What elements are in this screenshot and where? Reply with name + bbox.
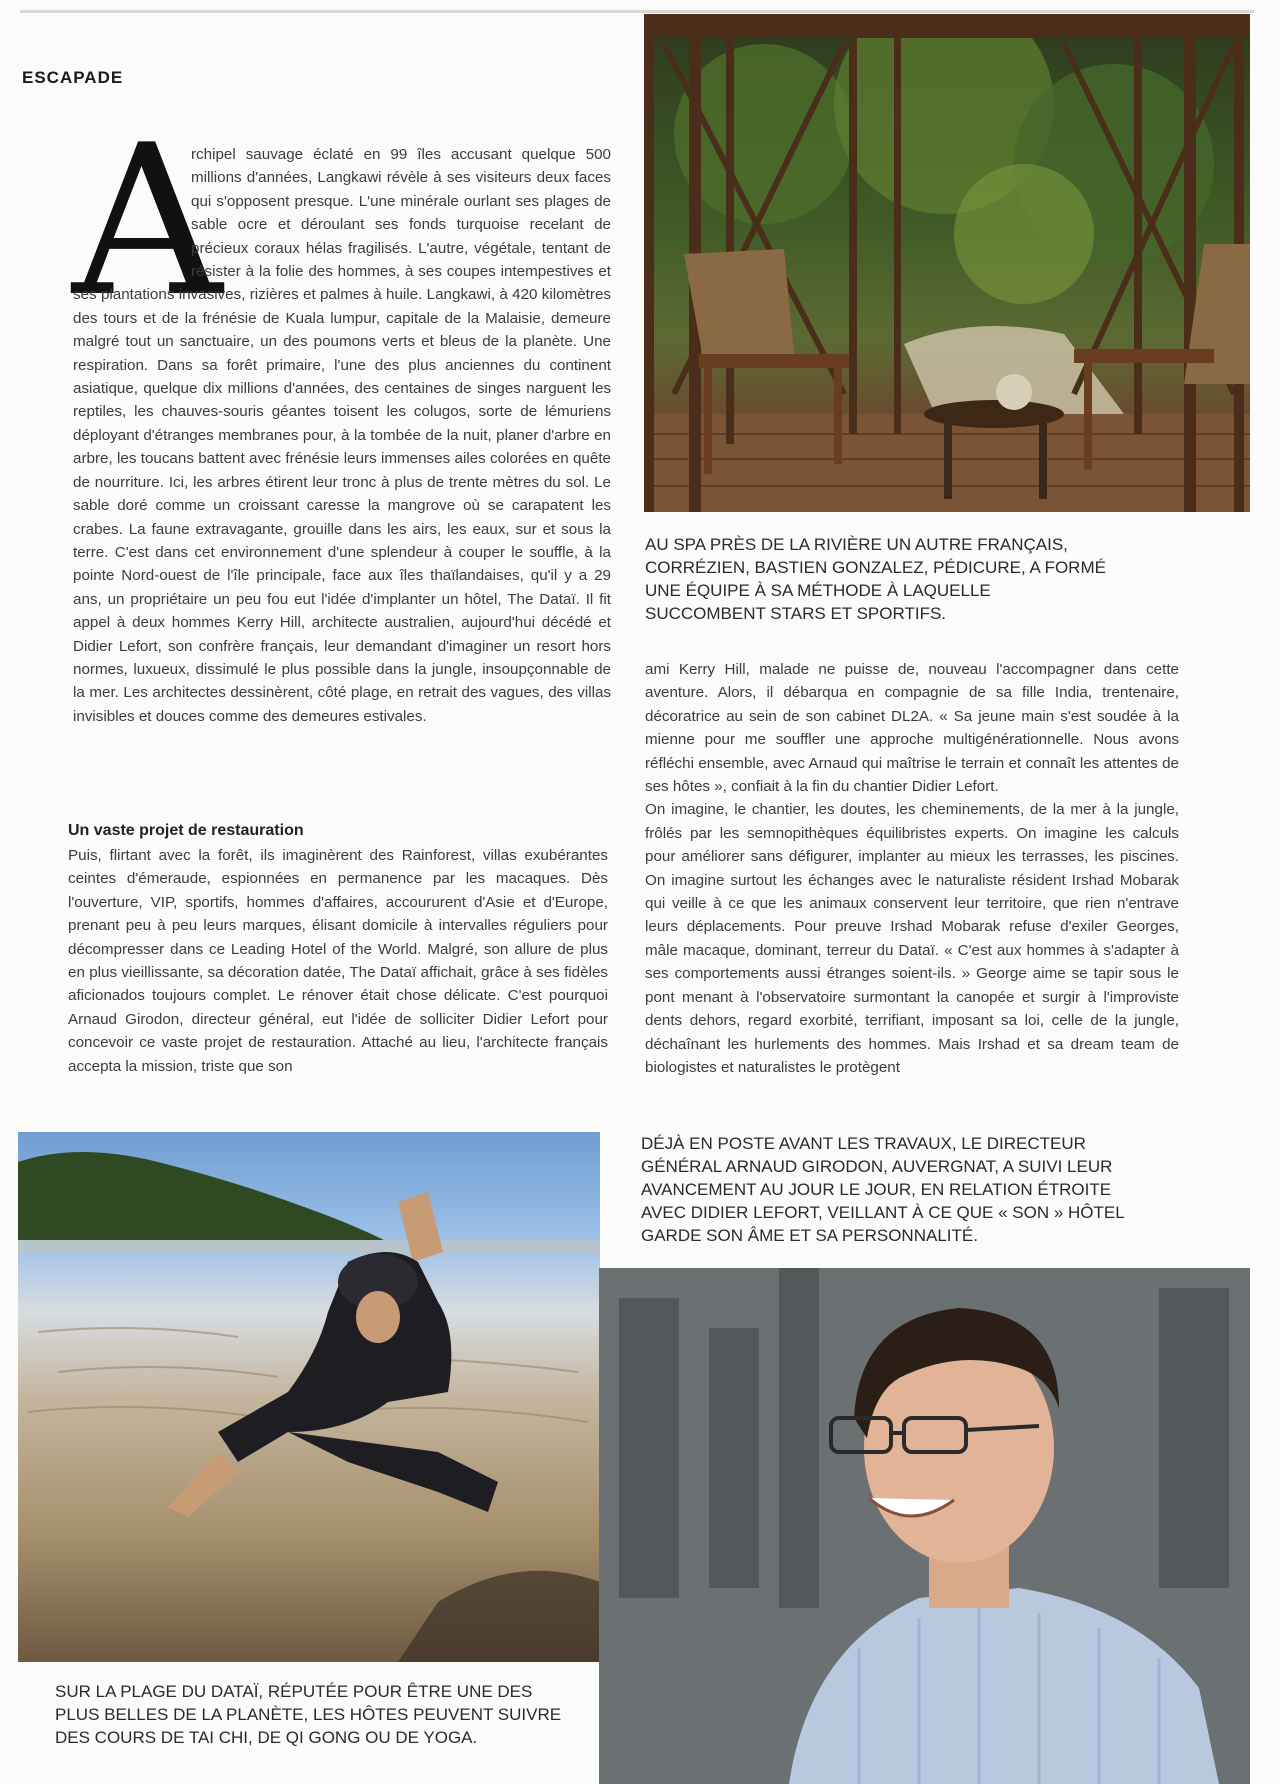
portrait-illustration	[599, 1268, 1250, 1784]
spa-caption: AU SPA PRÈS DE LA RIVIÈRE UN AUTRE FRANÇAIS, CORRÉZIEN, BASTIEN GONZALEZ, PÉDICURE, A FORMÉ UNE ÉQUIPE À SA MÉTHODE À LAQUELLE SUCCOMBENT STARS ET SPORTIFS.	[645, 535, 1106, 623]
director-portrait-photo	[599, 1268, 1250, 1784]
article-column-left-bottom	[68, 820, 608, 1078]
article-column-right	[645, 658, 1179, 1079]
top-rule	[20, 10, 1254, 13]
article-paragraph-intro: rchipel sauvage éclaté en 99 îles accusant quelque 500 millions d'années, Langkawi révèle à ses visiteurs deux faces qui s'opposent presque. L'une minérale ourlant ses plages de sable ocre et déroulant ses fonds turquoise recelant de précieux coraux hélas fragilisés. L'autre, végétale, tentant de résister à la folie des hommes, à ses coupes intempestives et ses plantations invasives, rizières et palmes à huile. Langkawi, à 420 kilomètres des tours et de la frénésie de Kuala lumpur, capitale de la Malaisie, demeure malgré tout un sanctuaire, un des poumons verts et bleus de la planète. Une respiration. Dans sa forêt primaire, l'une des plus anciennes du continent asiatique, quelque dix millions d'années, des centaines de singes narguent les reptiles, les chauves-souris géantes toisent les colugos, sorte de lémuriens déployant d'étranges membranes pour, à la tombée de la nuit, planer d'arbre en arbre, les toucans battent avec frénésie leurs immenses ailes colorées en quête de nourriture. Ici, les arbres étirent leur tronc à plus de trente mètres du sol. Le sable doré comme un croissant caresse la mangrove où se carapatent les crabes. La faune extravagante, grouille dans les airs, les eaux, sur et sous la terre. C'est dans cet environnement d'une splendeur à couper le souffle, à la pointe Nord-ouest de l'île principale, face aux îles thaïlandaises, qu'il y a 29 ans, un propriétaire un peu fou eut l'idée d'implanter un hôtel, The Dataï. Il fit appel à deux hommes Kerry Hill, architecte australien, aujourd'hui décédé et Didier Lefort, son confrère français, leur demandant d'imaginer un resort hors normes, luxueux, dissimulé le plus possible dans la jungle, insoupçonnable de la mer. Les architectes dessinèrent, côté plage, en retrait des vagues, des villas invisibles et douces comme des demeures estivales.	[73, 146, 611, 725]
drop-cap: A	[72, 101, 223, 343]
beach-illustration	[18, 1132, 600, 1662]
article-subhead: Un vaste projet de restauration	[68, 822, 304, 839]
beach-tai-chi-photo	[18, 1132, 600, 1662]
spa-pavilion-illustration	[644, 14, 1250, 512]
beach-caption: SUR LA PLAGE DU DATAÏ, RÉPUTÉE POUR ÊTRE UNE DES PLUS BELLES DE LA PLANÈTE, LES HÔTES PEUVENT SUIVRE DES COURS DE TAI CHI, DE QI GONG OU DE YOGA.	[55, 1682, 562, 1747]
article-paragraph-kerry-hill: ami Kerry Hill, malade ne puisse de, nouveau l'accompagner dans cette aventure. Alors, il débarqua en compagnie de sa fille India, trentenaire, décoratrice au sein de son cabinet DL2A. « Sa jeune main s'est soudée à la mienne pour me souffler une approche multigénérationnelle. Nous avons réfléchi ensemble, avec Arnaud qui maîtrise le terrain et connaît les attentes de ses hôtes », confiait à la fin du chantier Didier Lefort.	[645, 661, 1179, 796]
section-label: ESCAPADE	[22, 68, 124, 87]
article-paragraph-restoration: Puis, flirtant avec la forêt, ils imaginèrent des Rainforest, villas exubérantes ceintes d'émeraude, espionnées en permanence par les macaques. Dès l'ouverture, VIP, sportifs, hommes d'affaires, accoururent d'Asie et d'Europe, prenant peu à peu leurs marques, élisant domicile à intervalles réguliers pour décompresser dans ce Leading Hotel of the World. Malgré, son allure de plus en plus vieillissante, sa décoration datée, The Dataï affichait, grâce à ses fidèles aficionados toujours complet. Le rénover était chose délicate. C'est pourquoi Arnaud Girodon, directeur général, eut l'idée de solliciter Didier Lefort pour concevoir ce vaste projet de restauration. Attaché au lieu, l'architecte français accepta la mission, triste que son	[68, 847, 608, 1075]
article-paragraph-on-imagine: On imagine, le chantier, les doutes, les cheminements, de la mer à la jungle, frôlés par les semnopithèques équilibristes experts. On imagine les calculs pour améliorer sans défigurer, implanter au mieux les terrasses, les piscines. On imagine surtout les échanges avec le naturaliste résident Irshad Mobarak qui veille à ce que les animaux conservent leur territoire, que rien n'entrave leurs déplacements. Pour preuve Irshad Mobarak refuse d'exiler Georges, mâle macaque, dominant, terreur du Dataï. « C'est aux hommes à s'adapter à ses comportements aussi étranges soient-ils. » George aime se tapir sous le pont menant à l'observatoire surmontant la canopée et surgir à l'improviste dents dehors, regard exorbité, terrifiant, imposant sa loi, celle de la jungle, déchaînant les hurlements des hommes. Mais Irshad et sa dream team de biologistes et naturalistes le protègent	[645, 801, 1179, 1076]
director-caption: DÉJÀ EN POSTE AVANT LES TRAVAUX, LE DIRECTEUR GÉNÉRAL ARNAUD GIRODON, AUVERGNAT, A SUIVI LEUR AVANCEMENT AU JOUR LE JOUR, EN RELATION ÉTROITE AVEC DIDIER LEFORT, VEILLANT À CE QUE « SON » HÔTEL GARDE SON ÂME ET SA PERSONNALITÉ.	[641, 1134, 1125, 1245]
article-column-left-top	[73, 143, 611, 728]
spa-pavilion-photo	[644, 14, 1250, 512]
